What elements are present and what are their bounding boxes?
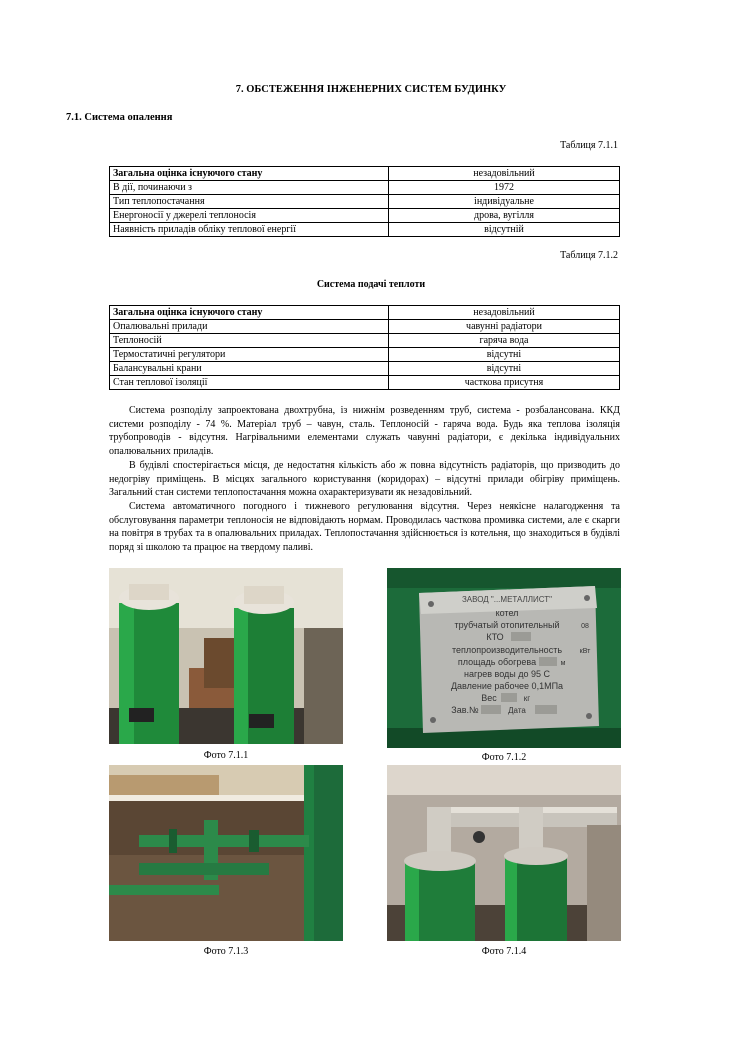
photo-nameplate — [387, 568, 621, 748]
plate-line-3: трубчатый отопительный — [454, 620, 560, 630]
subsection-heading: 7.1. Система опалення — [66, 112, 173, 123]
row-value: незадовільний — [389, 167, 620, 181]
plate-line-7: нагрев воды до 95 С — [463, 669, 551, 679]
table-row — [110, 320, 620, 334]
table-row — [110, 167, 620, 181]
plate-unit-kg: кг — [523, 694, 531, 703]
body-text — [109, 404, 620, 555]
photo-boilers — [109, 568, 343, 744]
plate-unit-date: Дата — [508, 706, 526, 715]
table-row — [110, 348, 620, 362]
plate-line-10: Зав.№ — [451, 705, 479, 715]
plate-line-4: КТО — [486, 632, 504, 642]
row-value: часткова присутня — [389, 376, 620, 390]
row-value: відсутні — [389, 348, 620, 362]
paragraph: Система автоматичного погодного і тижневого регулювання відсутня. Через неякісне налагодження та обслуговування параметри теплоносія не відповідають нормам. Проводилась часткова промивка системи, але є скарги на повітря в трубах та в опалювальних приладах. Теплопостачання здійснюється із котельня, що знаходиться в будівлі поряд зі школою та працює на твердому паливі. — [109, 500, 620, 554]
row-value: дрова, вугілля — [389, 209, 620, 223]
table-heating-overview — [109, 166, 620, 237]
table-row — [110, 195, 620, 209]
plate-line-2: котел — [495, 608, 519, 618]
table-row — [110, 376, 620, 390]
plate-line-8: Давление рабочее 0,1МПа — [450, 681, 564, 691]
row-label: Опалювальні прилади — [110, 320, 389, 334]
row-value: індивідуальне — [389, 195, 620, 209]
caption-photo-4: Фото 7.1.4 — [481, 946, 527, 957]
table-1-label: Таблиця 7.1.1 — [560, 140, 618, 151]
row-label: Балансувальні крани — [110, 362, 389, 376]
plate-unit-m: м — [560, 660, 566, 667]
table-2-title: Система подачі теплоти — [316, 279, 426, 290]
caption-photo-1: Фото 7.1.1 — [203, 750, 249, 761]
table-row — [110, 181, 620, 195]
row-label: Загальна оцінка існуючого стану — [110, 167, 389, 181]
row-label: Стан теплової ізоляції — [110, 376, 389, 390]
row-label: Енергоносії у джерелі теплоносія — [110, 209, 389, 223]
photo-insulated-pipes — [387, 765, 621, 941]
row-label: Теплоносій — [110, 334, 389, 348]
table-heat-supply — [109, 305, 620, 390]
row-label: Загальна оцінка існуючого стану — [110, 306, 389, 320]
table-row — [110, 223, 620, 237]
row-value: гаряча вода — [389, 334, 620, 348]
plate-line-9: Вес — [481, 693, 497, 703]
caption-photo-2: Фото 7.1.2 — [481, 752, 527, 763]
photo-insulated-pipes-image — [387, 765, 621, 941]
plate-line-5: теплопроизводительность — [451, 645, 563, 655]
row-value: чавунні радіатори — [389, 320, 620, 334]
table-row — [110, 306, 620, 320]
row-value: 1972 — [389, 181, 620, 195]
photo-pipes — [109, 765, 343, 941]
plate-line-1: ЗАВОД "...МЕТАЛЛИСТ" — [461, 595, 553, 604]
photo-nameplate-image — [387, 568, 621, 748]
paragraph: В будівлі спостерігається місця, де недостатня кількість або ж повна відсутність радіаторів, що призводить до недогріву приміщень. В місцях загального користування (коридорах) – відсутні прилади обігріву приміщень. Загальний стан системи теплопостачання можна охарактеризувати як незадовільний. — [109, 459, 620, 499]
table-row — [110, 334, 620, 348]
table-row — [110, 362, 620, 376]
plate-unit-kw: кВт — [579, 648, 591, 655]
row-value: відсутній — [389, 223, 620, 237]
photo-boilers-image — [109, 568, 343, 744]
plate-unit-08: 08 — [581, 623, 589, 630]
row-value: незадовільний — [389, 306, 620, 320]
paragraph: Система розподілу запроектована двохтрубна, із нижнім розведенням труб, система - розбалансована. ККД системи розподілу - 74 %. Матеріал труб – чавун, сталь. Теплоносій - гаряча вода. Будь яка теплова ізоляція трубопроводів - відсутня. Нагрівальними елементами служать чавунні радіатори, є декілька індивідуальних опалювальних приладів. — [109, 405, 620, 458]
photo-pipes-image — [109, 765, 343, 941]
row-label: Термостатичні регулятори — [110, 348, 389, 362]
row-label: Тип теплопостачання — [110, 195, 389, 209]
row-value: відсутні — [389, 362, 620, 376]
section-heading: 7. ОБСТЕЖЕННЯ ІНЖЕНЕРНИХ СИСТЕМ БУДИНКУ — [235, 84, 507, 95]
plate-line-6: площадь обогрева — [457, 657, 537, 667]
caption-photo-3: Фото 7.1.3 — [203, 946, 249, 957]
row-label: Наявність приладів обліку теплової енергії — [110, 223, 389, 237]
table-row — [110, 209, 620, 223]
table-2-label: Таблиця 7.1.2 — [560, 250, 618, 261]
row-label: В дії, починаючи з — [110, 181, 389, 195]
